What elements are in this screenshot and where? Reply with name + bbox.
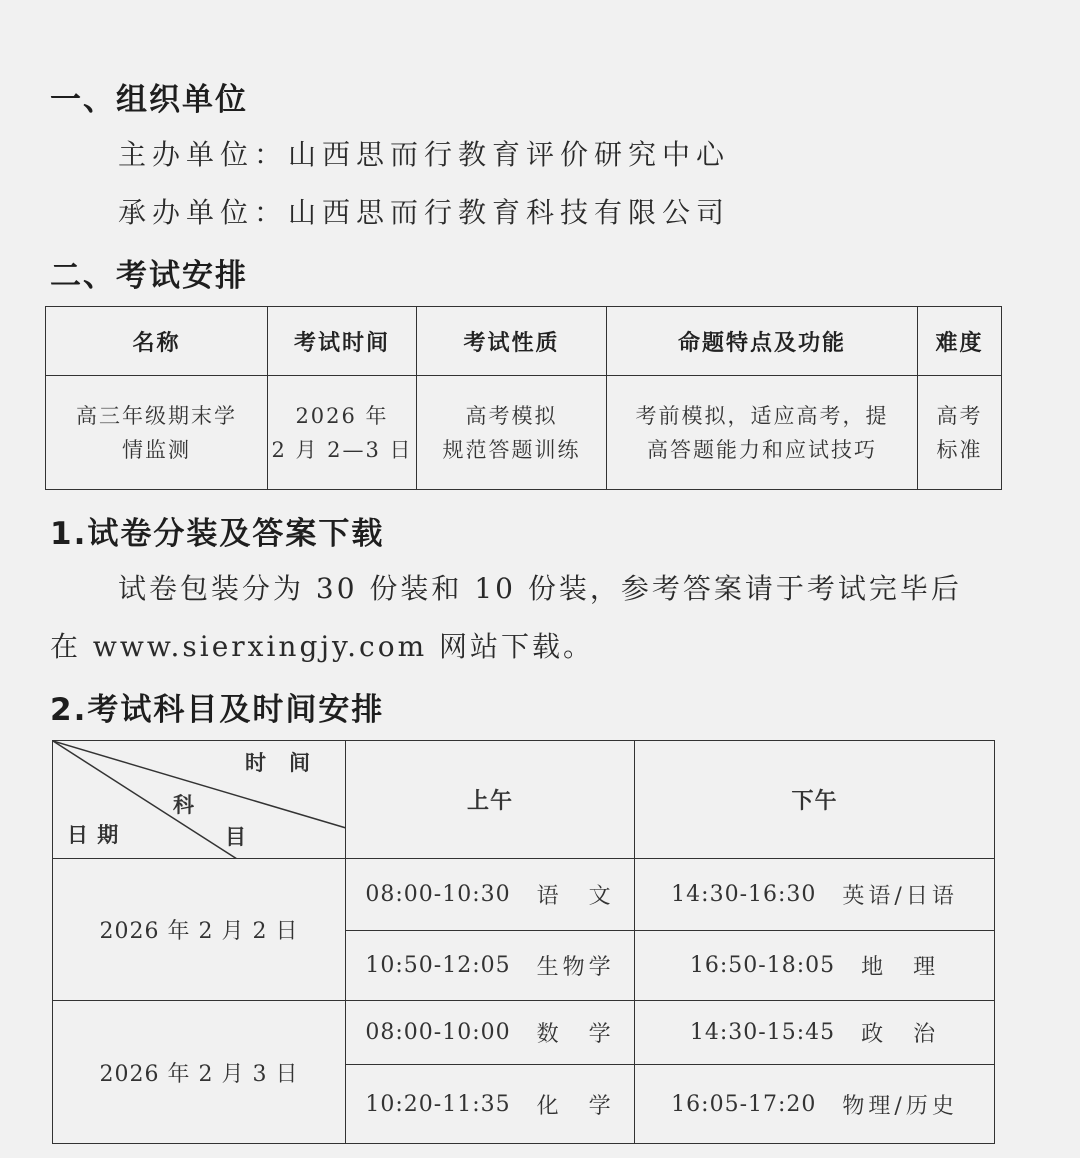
slot-subject: 物理/历史 (842, 1093, 958, 1119)
slot-subject: 数 学 (536, 1022, 615, 1047)
slot-time: 10:20-11:35 (365, 1091, 511, 1117)
afternoon-slot (635, 1065, 995, 1144)
cell-name (46, 376, 268, 490)
table-row (53, 1001, 995, 1065)
col-header-afternoon: 下午 (635, 741, 995, 859)
cell-difficulty (918, 376, 1002, 490)
date-cell-day2: 2026 年 2 月 3 日 (53, 1001, 346, 1144)
slot-time: 10:50-12:05 (365, 953, 511, 978)
packaging-paragraph-line1: 试卷包装分为 30 份装和 10 份装，参考答案请于考试完毕后 (118, 572, 962, 605)
organizer-unit-line: 承办单位：山西思而行教育科技有限公司 (118, 196, 731, 229)
cell-features-line1: 考前模拟，适应高考，提 (635, 403, 889, 428)
cell-exam-time-line2: 2 月 2—3 日 (271, 437, 413, 462)
cell-difficulty-line2: 标准 (936, 437, 983, 462)
exam-arrangement-table (45, 306, 1002, 490)
afternoon-slot (635, 859, 995, 931)
afternoon-slot (635, 1001, 995, 1065)
host-unit-line: 主办单位：山西思而行教育评价研究中心 (118, 138, 731, 171)
slot-time: 16:50-18:05 (689, 953, 836, 978)
cell-exam-time (268, 376, 417, 490)
slot-time: 14:30-15:45 (689, 1020, 836, 1045)
cell-exam-nature (417, 376, 607, 490)
subsection-heading-schedule: 2.考试科目及时间安排 (50, 692, 385, 728)
table-header-row (46, 307, 1002, 376)
section-heading-exam-arrangement: 二、考试安排 (50, 258, 248, 294)
morning-slot (346, 931, 635, 1001)
corner-label-subject-2: 目 (225, 825, 247, 849)
corner-label-date: 日 期 (67, 823, 120, 847)
corner-label-time: 时 间 (245, 751, 311, 775)
slot-subject: 化 学 (536, 1093, 615, 1119)
table-row (46, 376, 1002, 490)
slot-time: 08:00-10:30 (365, 882, 511, 907)
col-header-difficulty: 难度 (918, 307, 1002, 376)
cell-exam-nature-line2: 规范答题训练 (442, 437, 581, 462)
packaging-paragraph-line2: 在 www.sierxingjy.com 网站下载。 (50, 630, 595, 663)
col-header-features: 命题特点及功能 (607, 307, 918, 376)
morning-slot (346, 1065, 635, 1144)
morning-slot (346, 859, 635, 931)
corner-label-subject-1: 科 (173, 793, 195, 817)
section-heading-organization: 一、组织单位 (50, 82, 248, 118)
slot-subject: 政 治 (861, 1022, 940, 1047)
cell-exam-time-line1: 2026 年 (295, 403, 389, 428)
slot-subject: 生物学 (536, 955, 615, 980)
col-header-exam-time: 考试时间 (268, 307, 417, 376)
afternoon-slot (635, 931, 995, 1001)
morning-slot (346, 1001, 635, 1065)
slot-subject: 语 文 (536, 884, 615, 909)
slot-subject: 英语/日语 (842, 884, 958, 909)
cell-features (607, 376, 918, 490)
slot-time: 14:30-16:30 (671, 882, 817, 907)
slot-time: 16:05-17:20 (671, 1091, 817, 1117)
slot-subject: 地 理 (861, 955, 940, 980)
col-header-exam-nature: 考试性质 (417, 307, 607, 376)
diagonal-corner-cell (53, 741, 346, 859)
cell-features-line2: 高答题能力和应试技巧 (647, 437, 877, 462)
date-cell-day1: 2026 年 2 月 2 日 (53, 859, 346, 1001)
cell-exam-nature-line1: 高考模拟 (465, 403, 558, 428)
table-row (53, 859, 995, 931)
schedule-header-row (53, 741, 995, 859)
slot-time: 08:00-10:00 (365, 1020, 511, 1045)
cell-name-line2: 情监测 (122, 437, 191, 462)
cell-difficulty-line1: 高考 (936, 403, 983, 428)
cell-name-line1: 高三年级期末学 (76, 403, 237, 428)
exam-schedule-table (52, 740, 995, 1144)
col-header-name: 名称 (46, 307, 268, 376)
subsection-heading-papers-answers: 1.试卷分装及答案下载 (50, 516, 385, 552)
col-header-morning: 上午 (346, 741, 635, 859)
